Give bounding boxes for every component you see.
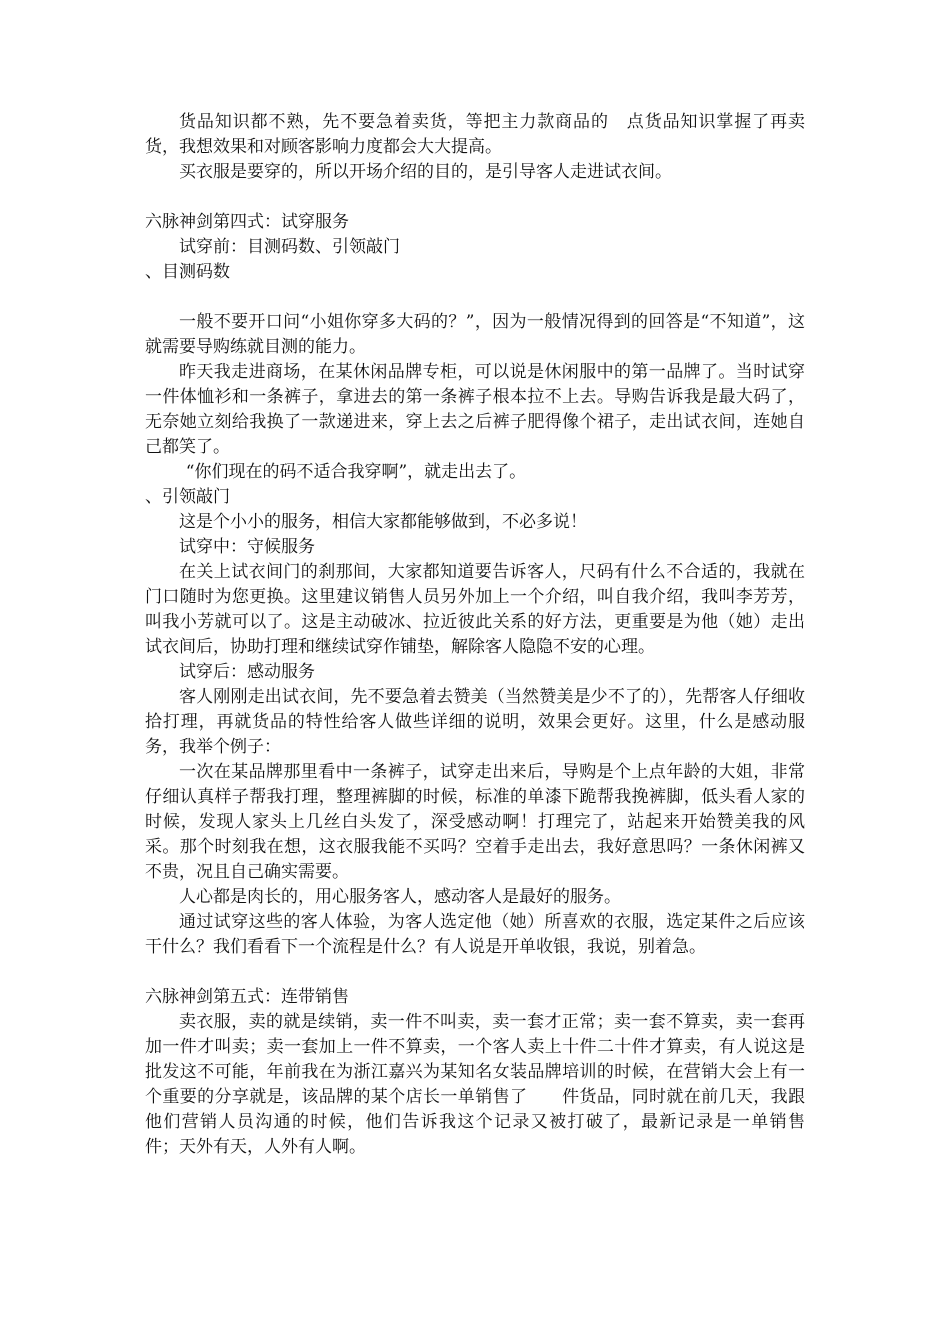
paragraph: 一次在某品牌那里看中一条裤子，试穿走出来后，导购是个上点年龄的大姐，非常仔细认真样子帮我打理，整理裤脚的时候，标准的单漆下跪帮我挽裤脚，低头看人家的时候，发现人家头上几丝白头发了，深受感动啊！打理完了，站起来开始赞美我的风采。那个时刻我在想，这衣服我能不买吗？空着手走出去，我好意思吗？一条休闲裤又不贵，况且自己确实需要。 <box>145 762 805 882</box>
paragraph: 卖衣服，卖的就是续销，卖一件不叫卖，卖一套才正常；卖一套不算卖，卖一套再加一件才叫卖；卖一套加上一件不算卖，一个客人卖上十件二十件才算卖，有人说这是批发这不可能，年前我在为浙江嘉兴为某知名女装品牌培训的时候，在营销大会上有一个重要的分享就是，该品牌的某个店长一单销售了 件货品，同时就在前几天，我跟他们营销人员沟通的时候，他们告诉我这个记录又被打破了，最新记录是一单销售 件；天外有天，人外有人啊。 <box>145 1012 839 1157</box>
paragraph: 这是个小小的服务，相信大家都能够做到，不必多说！ <box>179 512 587 532</box>
paragraph: 在关上试衣间门的刹那间，大家都知道要告诉客人，尺码有什么不合适的，我就在门口随时为您更换。这里建议销售人员另外加上一个介绍，叫自我介绍，我叫李芳芳，叫我小芳就可以了。这是主动破冰、拉近彼此关系的好方法，更重要是为他（她）走出试衣间后，协助打理和继续试穿作铺垫，解除客人隐隐不安的心理。 <box>145 562 805 657</box>
section-heading-4: 六脉神剑第四式：试穿服务 <box>145 212 349 232</box>
paragraph: 货品知识都不熟，先不要急着卖货，等把主力款商品的 点货品知识掌握了再卖货，我想效果和对顾客影响力度都会大大提高。 <box>145 112 805 157</box>
section-heading-5: 六脉神剑第五式：连带销售 <box>145 987 349 1007</box>
spacer <box>145 960 805 985</box>
subheading: 试穿后：感动服务 <box>179 662 315 682</box>
paragraph: 昨天我走进商场，在某休闲品牌专柜，可以说是休闲服中的第一品牌了。当时试穿一件体恤衫和一条裤子，拿进去的第一条裤子根本拉不上去。导购告诉我是最大码了，无奈她立刻给我换了一款递进来，穿上去之后裤子肥得像个裙子，走出试衣间，连她自己都笑了。 <box>145 362 805 457</box>
subheading-item: 、引领敲门 <box>145 487 230 507</box>
subheading-item: 、目测码数 <box>145 262 230 282</box>
paragraph: 人心都是肉长的，用心服务客人，感动客人是最好的服务。 <box>179 887 621 907</box>
subheading: 试穿前：目测码数、引领敲门 <box>179 237 400 257</box>
spacer <box>145 185 805 210</box>
paragraph: 一般不要开口问“小姐你穿多大码的？”，因为一般情况得到的回答是“不知道”，这就需要导购练就目测的能力。 <box>145 312 805 357</box>
paragraph: “你们现在的码不适合我穿啊”，就走出去了。 <box>185 462 527 482</box>
spacer <box>145 285 805 310</box>
subheading: 试穿中：守候服务 <box>179 537 315 557</box>
document-body <box>145 110 839 1160</box>
paragraph: 通过试穿这些的客人体验，为客人选定他（她）所喜欢的衣服，选定某件之后应该干什么？我们看看下一个流程是什么？有人说是开单收银，我说，别着急。 <box>145 912 805 957</box>
paragraph: 买衣服是要穿的，所以开场介绍的目的，是引导客人走进试衣间。 <box>179 162 672 182</box>
paragraph: 客人刚刚走出试衣间，先不要急着去赞美（当然赞美是少不了的），先帮客人仔细收拾打理，再就货品的特性给客人做些详细的说明，效果会更好。这里，什么是感动服务，我举个例子： <box>145 687 805 757</box>
